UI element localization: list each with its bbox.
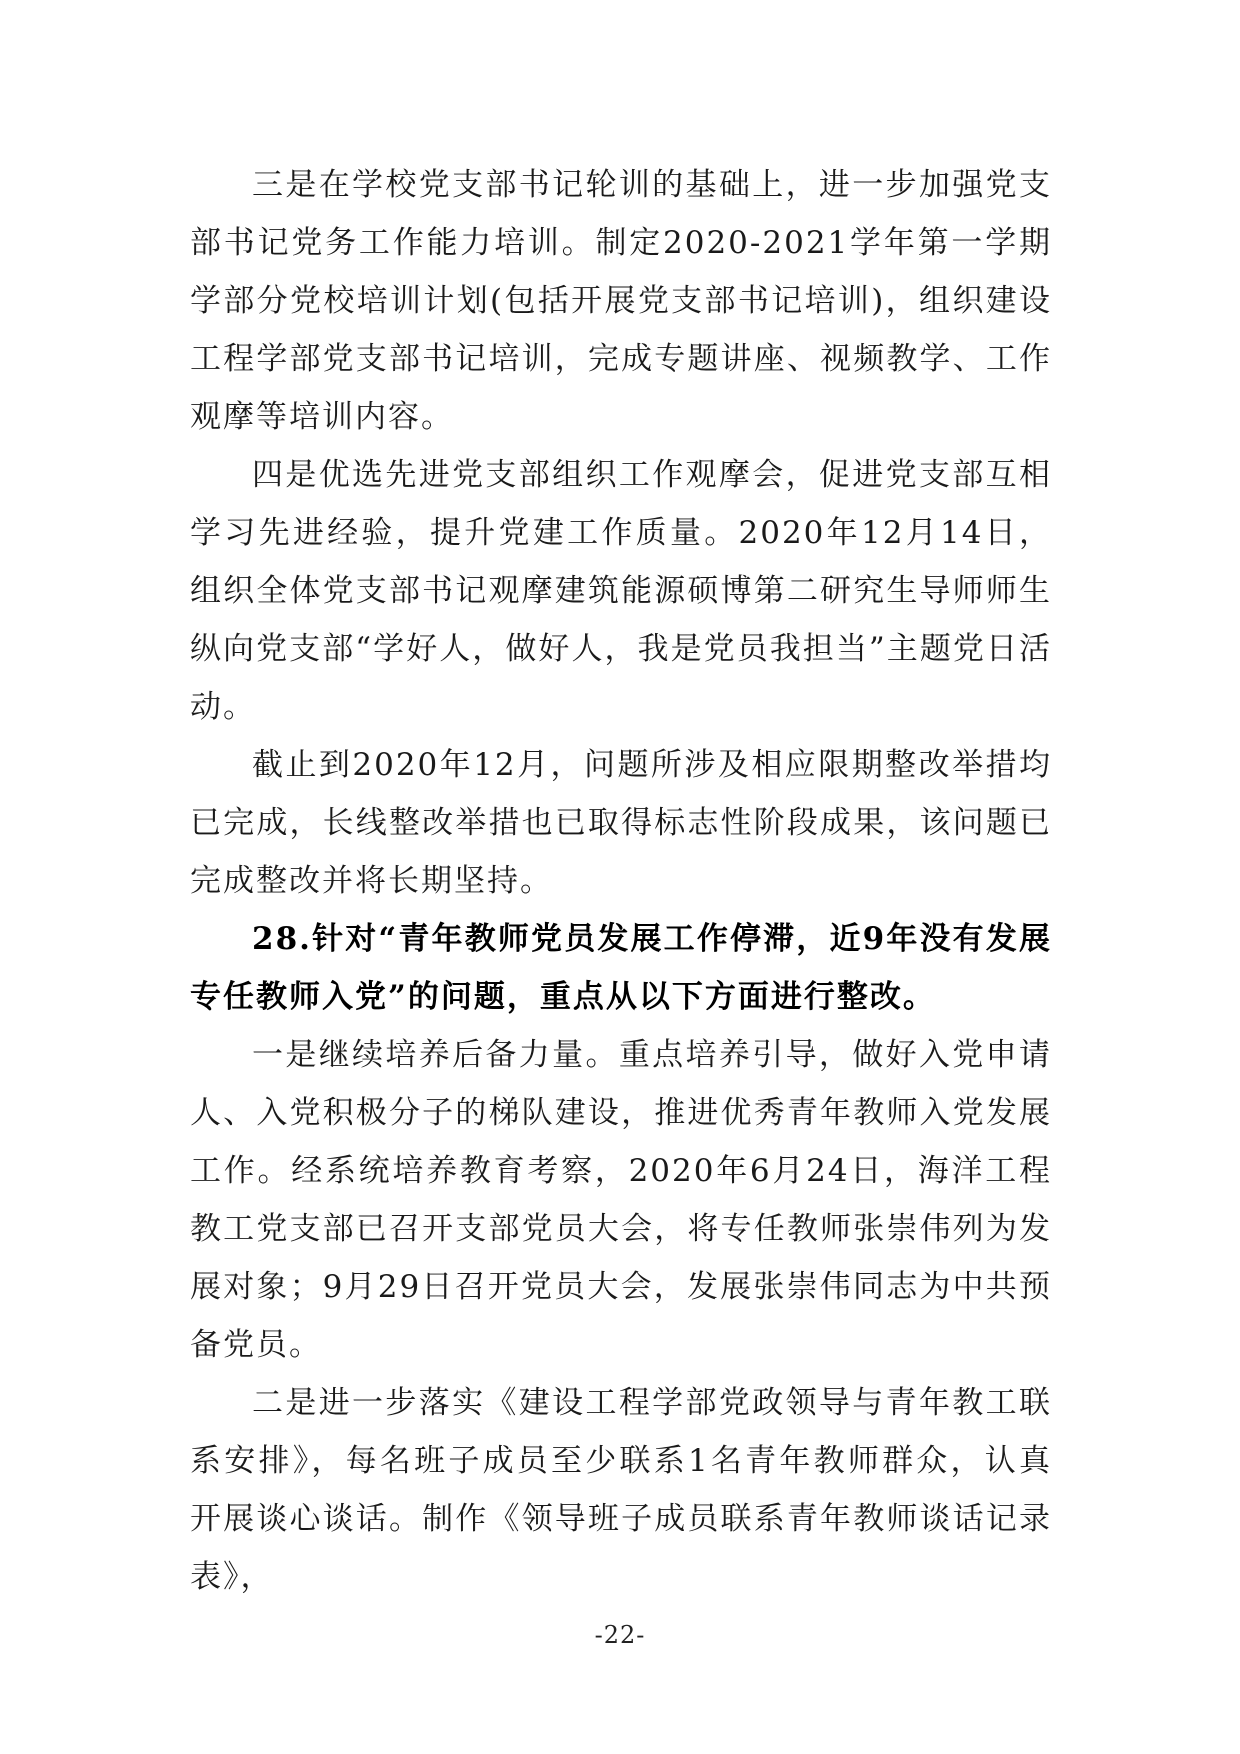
paragraph-leadership-contact: 二是进一步落实《建设工程学部党政领导与青年教工联系安排》，每名班子成员至少联系1名青年教师群众，认真开展谈心谈话。制作《领导班子成员联系青年教师谈话记录表》， [190,1385,1052,1595]
document-body [190,156,1052,1606]
section-heading-item-28: 28.针对“青年教师党员发展工作停滞，近9年没有发展专任教师入党”的问题，重点从以下方面进行整改。 [190,921,1052,1015]
paragraph-reserve-cultivation: 一是继续培养后备力量。重点培养引导，做好入党申请人、入党积极分子的梯队建设，推进优秀青年教师入党发展工作。经系统培养教育考察，2020年6月24日，海洋工程教工党支部已召开支部党员大会，将专任教师张崇伟列为发展对象；9月29日召开党员大会，发展张崇伟同志为中共预备党员。 [190,1037,1052,1363]
page-number: -22- [594,1621,646,1649]
paragraph-rectification-status: 截止到2020年12月，问题所涉及相应限期整改举措均已完成，长线整改举措也已取得标志性阶段成果，该问题已完成整改并将长期坚持。 [190,747,1052,899]
paragraph-party-secretary-training: 三是在学校党支部书记轮训的基础上，进一步加强党支部书记党务工作能力培训。制定2020-2021学年第一学期学部分党校培训计划(包括开展党支部书记培训)，组织建设工程学部党支部书记培训，完成专题讲座、视频教学、工作观摩等培训内容。 [190,167,1052,435]
paragraph-observation-meeting: 四是优选先进党支部组织工作观摩会，促进党支部互相学习先进经验，提升党建工作质量。2020年12月14日，组织全体党支部书记观摩建筑能源硕博第二研究生导师师生纵向党支部“学好人，做好人，我是党员我担当”主题党日活动。 [190,457,1052,725]
